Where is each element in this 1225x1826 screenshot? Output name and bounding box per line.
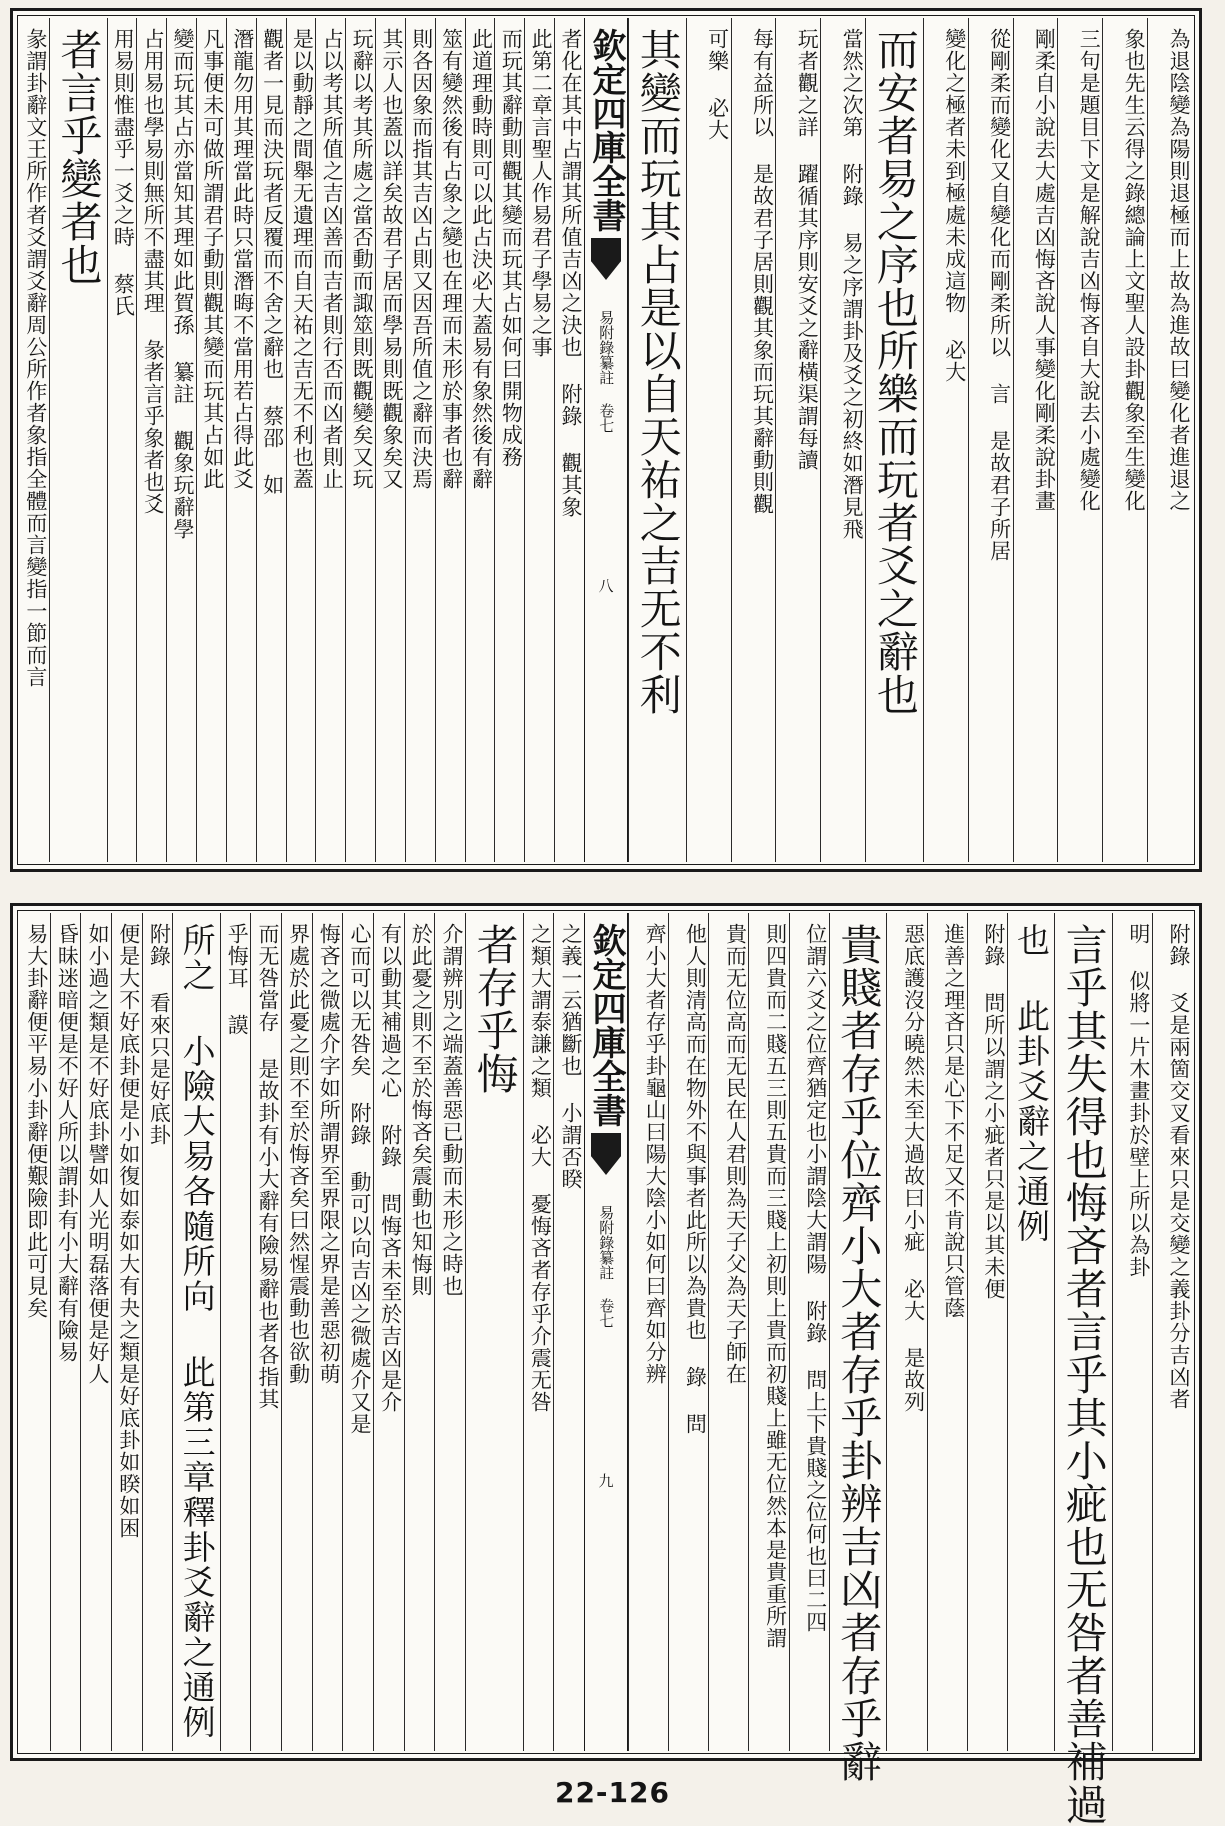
text-column: 也 此卦爻辭之通例 — [1007, 913, 1054, 1751]
text-column: 此第二章言聖人作易君子學易之事 — [524, 18, 554, 862]
text-column: 其變而玩其占是以自天祐之吉无不利 — [628, 18, 686, 862]
volume-label: 易附錄纂註 卷七 — [597, 1205, 616, 1328]
text-column: 象也先生云得之錄總論上文聖人設卦觀象至生變化 — [1102, 18, 1147, 862]
text-column: 而玩其辭動則觀其變而玩其占如何曰開物成務 — [494, 18, 524, 862]
text-column: 占用易也學易則無所不盡其理 彖者言乎象者也爻 — [136, 18, 166, 862]
text-column: 是以動靜之間舉无遺理而自天祐之吉无不利也蓋 — [286, 18, 316, 862]
text-column: 心而可以无咎矣 附錄 動可以向吉凶之微處介又是 — [342, 913, 373, 1751]
text-column: 位謂六爻之位齊猶定也小謂陰大謂陽 附錄 問上下貴賤之位何也曰二四 — [789, 913, 829, 1751]
text-column: 貴而无位高而无民在人君則為天子父為天子師在 — [708, 913, 748, 1751]
text-column: 惡底護沒分曉然未至大過故曰小疵 必大 是故列 — [886, 913, 926, 1751]
text-column: 筮有變然後有占象之變也在理而未形於事者也辭 — [435, 18, 465, 862]
bottom-right-half — [628, 913, 1192, 1826]
text-column: 從剛柔而變化又自變化而剛柔所以 言 是故君子所居 — [968, 18, 1013, 862]
top-page — [10, 8, 1202, 872]
top-left-half — [20, 18, 584, 862]
text-column: 附錄 爻是兩箇交叉看來只是交變之義卦分吉凶者 — [1152, 913, 1192, 1751]
text-column: 者存乎悔 — [465, 913, 523, 1751]
text-column: 昏昧迷暗便是不好人所以謂卦有小大辭有險易 — [50, 913, 81, 1751]
bottom-center-fold — [584, 913, 628, 1751]
text-column: 變而玩其占亦當知其理如此賀孫 纂註 觀象玩辭學 — [166, 18, 196, 862]
bottom-left-half — [20, 913, 584, 1751]
text-column: 觀者一見而決玩者反覆而不舍之辭也 蔡邵 如 — [256, 18, 286, 862]
text-column: 玩者觀之詳 躍循其序則安爻之辭橫渠謂每讀 — [775, 18, 820, 862]
text-column: 有以動其補過之心 附錄 問悔吝未至於吉凶是介 — [373, 913, 404, 1751]
page-number: 九 — [596, 1473, 615, 1488]
text-column: 言乎其失得也悔吝者言乎其小疵也无咎者善補過 — [1054, 913, 1112, 1751]
top-center-fold — [584, 18, 628, 862]
text-column: 進善之理吝只是心下不足又不肯說只管蔭 — [927, 913, 967, 1751]
text-column: 他人則清高而在物外不與事者此所以為貴也 錄 問 — [668, 913, 708, 1751]
text-column: 附錄 看來只是好底卦 — [142, 913, 173, 1751]
text-column: 貴賤者存乎位齊小大者存乎卦辨吉凶者存乎辭 — [829, 913, 887, 1751]
text-column: 者言乎變者也 — [49, 18, 107, 862]
text-column: 便是大不好底卦便是小如復如泰如大有夬之類是好底卦如睽如困 — [111, 913, 142, 1751]
fish-tail-mark — [591, 238, 621, 280]
text-column: 乎悔耳 謨 — [220, 913, 251, 1751]
top-page-columns — [20, 18, 1192, 862]
text-column: 齊小大者存乎卦龜山曰陽大陰小如何曰齊如分辨 — [628, 913, 668, 1751]
text-column: 易大卦辭便平易小卦辭便艱險即此可見矣 — [24, 923, 49, 1319]
text-column: 當然之次第 附錄 易之序謂卦及爻之初終如潛見飛 — [820, 18, 865, 862]
text-column: 悔吝之微處介字如所謂界至界限之界是善惡初萌 — [312, 913, 343, 1751]
page-number: 八 — [596, 578, 615, 593]
book-title: 欽定四庫全書 — [586, 923, 626, 1127]
text-column: 則各因象而指其吉凶占則又因吾所值之辭而決焉 — [405, 18, 435, 862]
text-column: 介謂辨別之端蓋善惡已動而未形之時也 — [434, 913, 465, 1751]
text-column: 則四貴而二賤五三則五貴而三賤上初則上貴而初賤上雖无位然本是貴重所謂 — [748, 913, 788, 1751]
text-column: 可樂 必大 — [686, 18, 731, 862]
text-column: 附錄 問所以謂之小疵者只是以其未便 — [967, 913, 1007, 1751]
text-column: 潛龍勿用其理當此時只當潛晦不當用若占得此爻 — [226, 18, 256, 862]
text-column: 此道理動時則可以此占決必大蓋易有象然後有辭 — [465, 18, 495, 862]
text-column: 其示人也蓋以詳矣故君子居而學易則既觀象矣又 — [375, 18, 405, 862]
text-column: 三句是題目下文是解說吉凶悔吝自大說去小處變化 — [1057, 18, 1102, 862]
text-column: 彖謂卦辭文王所作者爻謂爻辭周公所作者象指全體而言變指一節而言 — [23, 28, 48, 688]
text-column: 凡事便未可做所謂君子動則觀其變而玩其占如此 — [196, 18, 226, 862]
text-column: 明 似將一片木畫卦於壁上所以為卦 — [1112, 913, 1152, 1751]
text-column: 而安者易之序也所樂而玩者爻之辭也 — [865, 18, 923, 862]
scan-page-number: 22-126 — [554, 1776, 671, 1809]
text-column: 於此憂之則不至於悔吝矣震動也知悔則 — [404, 913, 435, 1751]
top-right-half — [628, 18, 1192, 862]
book-title: 欽定四庫全書 — [586, 28, 626, 232]
text-column: 之類大謂泰謙之類 必大 憂悔吝者存乎介震无咎 — [523, 913, 554, 1751]
text-column: 界處於此憂之則不至於悔吝矣曰然惺震動也欲動 — [281, 913, 312, 1751]
text-column: 者化在其中占謂其所值吉凶之決也 附錄 觀其象 — [554, 18, 584, 862]
text-column: 玩辭以考其所處之當否動而諏筮則既觀變矣又玩 — [345, 18, 375, 862]
text-column: 占以考其所值之吉凶善而吉者則行否而凶者則止 — [315, 18, 345, 862]
text-column: 而无咎當存 是故卦有小大辭有險易辭也者各指其 — [250, 913, 281, 1751]
text-column: 為退陰變為陽則退極而上故為進故曰變化者進退之 — [1147, 18, 1192, 862]
text-column: 之義一云猶斷也 小謂否睽 — [553, 913, 584, 1751]
text-column: 剛柔自小說去大處吉凶悔吝說人事變化剛柔說卦畫 — [1013, 18, 1058, 862]
text-column: 如小過之類是不好底卦譬如人光明磊落便是好人 — [80, 913, 111, 1751]
volume-label: 易附錄纂註 卷七 — [597, 310, 616, 433]
fish-tail-mark — [591, 1133, 621, 1175]
text-column: 每有益所以 是故君子居則觀其象而玩其辭動則觀 — [731, 18, 776, 862]
text-column: 變化之極者未到極處未成這物 必大 — [923, 18, 968, 862]
text-column: 所之 小險大易各隨所向 此第三章釋卦爻辭之通例 — [172, 913, 219, 1751]
text-column: 用易則惟盡乎一爻之時 蔡氏 — [107, 18, 137, 862]
